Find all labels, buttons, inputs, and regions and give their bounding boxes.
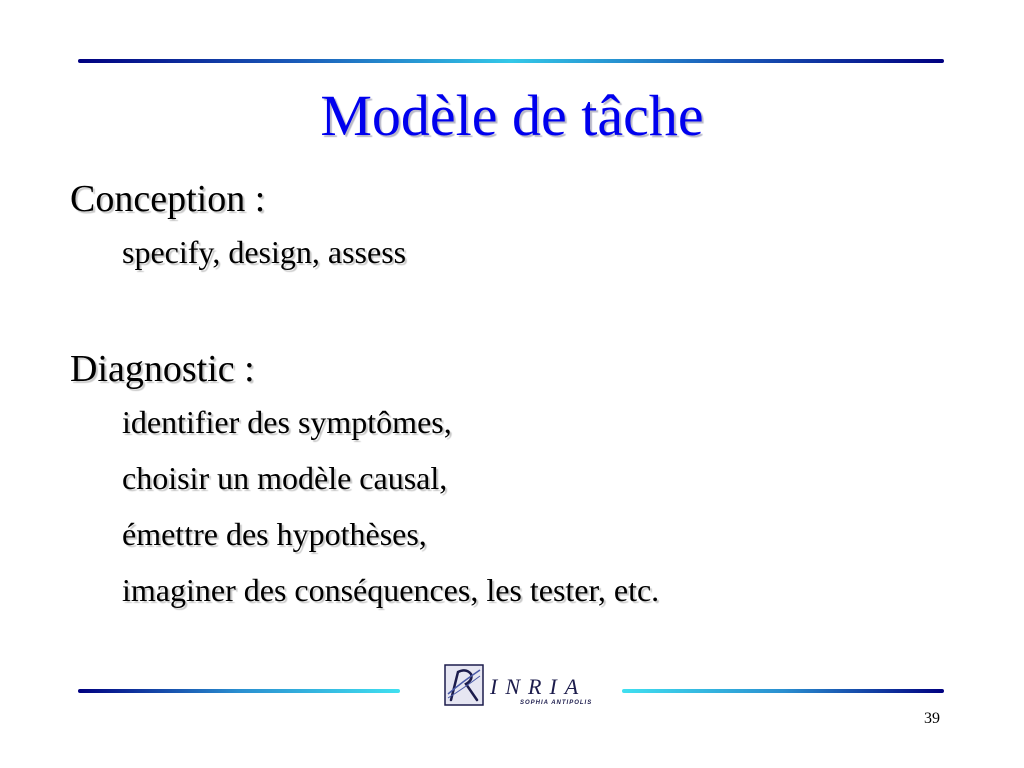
bullet-item: choisir un modèle causal, [122,460,448,496]
inria-logo [444,664,604,712]
bullet-item: identifier des symptômes, [122,404,452,440]
page-number: 39 [924,710,940,727]
section-heading-diagnostic: Diagnostic : [70,348,255,390]
spacer [70,280,970,344]
bullet-item: imaginer des conséquences, les tester, etc. [122,572,660,608]
section-heading-conception: Conception : [70,178,266,220]
bottom-right-divider-line [622,689,944,693]
bottom-left-divider-line [78,689,400,693]
inria-logo-mark-icon [444,664,484,706]
bullet-item: émettre des hypothèses, [122,516,427,552]
inria-logo-subtext: SOPHIA ANTIPOLIS [520,700,593,706]
slide-title: Modèle de tâche [320,83,704,148]
slide-body [70,174,970,618]
top-divider-line [78,59,944,63]
bullet-item: specify, design, assess [122,234,407,270]
inria-logo-text: INRIA [490,674,587,699]
